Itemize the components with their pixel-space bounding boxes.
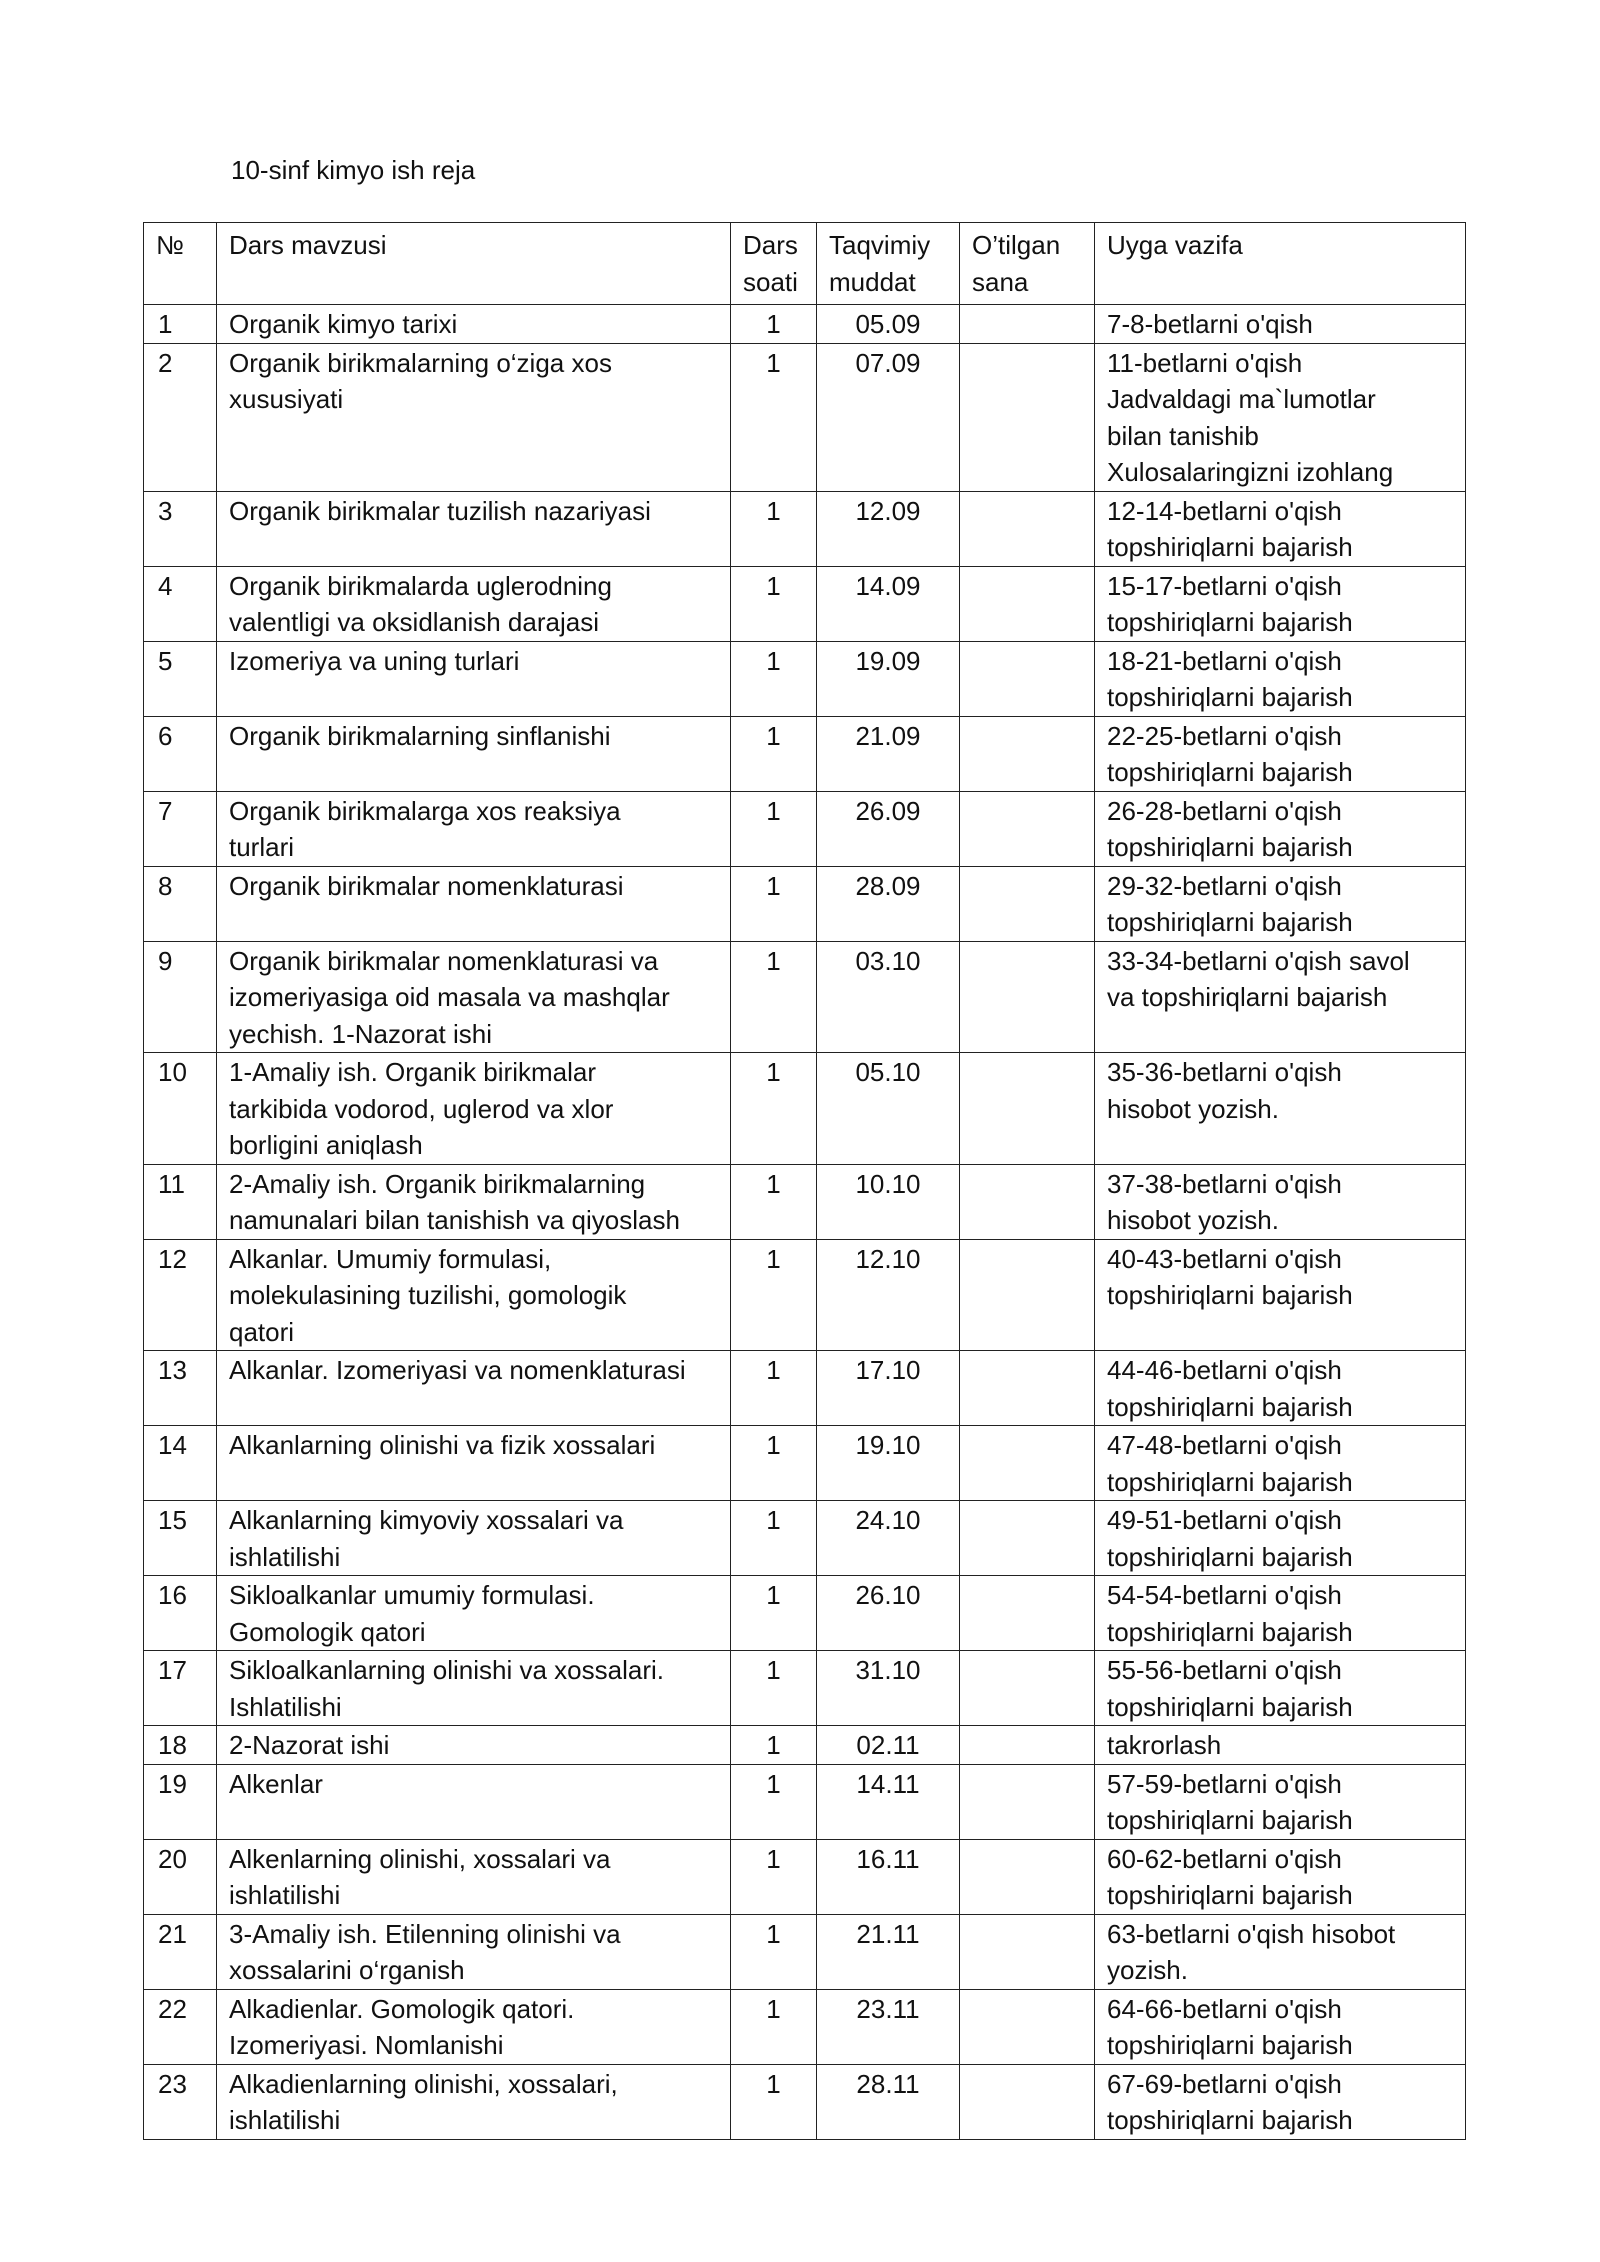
table-row xyxy=(144,1501,1466,1576)
table-row xyxy=(144,1053,1466,1165)
table-row xyxy=(144,716,1466,791)
cell-homework: 47-48-betlarni o'qish topshiriqlarni bajarish xyxy=(1095,1426,1466,1501)
table-row xyxy=(144,641,1466,716)
cell-number: 21 xyxy=(144,1914,217,1989)
table-row xyxy=(144,866,1466,941)
cell-number: 16 xyxy=(144,1576,217,1651)
cell-hours: 1 xyxy=(731,2064,817,2139)
cell-topic: 2-Nazorat ishi xyxy=(217,1726,731,1765)
cell-number: 9 xyxy=(144,941,217,1053)
cell-topic: Alkanlar. Izomeriyasi va nomenklaturasi xyxy=(217,1351,731,1426)
lesson-plan-table xyxy=(143,222,1466,2140)
cell-number: 7 xyxy=(144,791,217,866)
cell-planned-date: 03.10 xyxy=(817,941,960,1053)
cell-planned-date: 28.09 xyxy=(817,866,960,941)
cell-planned-date: 10.10 xyxy=(817,1164,960,1239)
cell-planned-date: 12.10 xyxy=(817,1239,960,1351)
cell-done-date xyxy=(960,1164,1095,1239)
table-header-row xyxy=(144,223,1466,305)
cell-topic: Alkenlarning olinishi, xossalari va ishlatilishi xyxy=(217,1839,731,1914)
cell-number: 12 xyxy=(144,1239,217,1351)
cell-number: 17 xyxy=(144,1651,217,1726)
cell-topic: 2-Amaliy ish. Organik birikmalarning namunalari bilan tanishish va qiyoslash xyxy=(217,1164,731,1239)
cell-number: 20 xyxy=(144,1839,217,1914)
cell-topic: Sikloalkanlar umumiy formulasi. Gomologik qatori xyxy=(217,1576,731,1651)
cell-hours: 1 xyxy=(731,641,817,716)
cell-done-date xyxy=(960,491,1095,566)
cell-hours: 1 xyxy=(731,566,817,641)
cell-done-date xyxy=(960,716,1095,791)
cell-homework: 26-28-betlarni o'qish topshiriqlarni bajarish xyxy=(1095,791,1466,866)
cell-hours: 1 xyxy=(731,1426,817,1501)
cell-topic: 1-Amaliy ish. Organik birikmalar tarkibida vodorod, uglerod va xlor borligini aniqlash xyxy=(217,1053,731,1165)
cell-topic: Organik birikmalar tuzilish nazariyasi xyxy=(217,491,731,566)
table-row xyxy=(144,1764,1466,1839)
cell-hours: 1 xyxy=(731,941,817,1053)
cell-hours: 1 xyxy=(731,716,817,791)
header-done-date: O’tilgan sana xyxy=(960,223,1095,305)
cell-number: 6 xyxy=(144,716,217,791)
header-planned-date: Taqvimiy muddat xyxy=(817,223,960,305)
cell-planned-date: 16.11 xyxy=(817,1839,960,1914)
table-row xyxy=(144,1164,1466,1239)
cell-planned-date: 23.11 xyxy=(817,1989,960,2064)
cell-done-date xyxy=(960,641,1095,716)
cell-done-date xyxy=(960,1239,1095,1351)
cell-number: 8 xyxy=(144,866,217,941)
cell-homework: 64-66-betlarni o'qish topshiriqlarni bajarish xyxy=(1095,1989,1466,2064)
cell-planned-date: 02.11 xyxy=(817,1726,960,1765)
table-row xyxy=(144,1576,1466,1651)
cell-number: 15 xyxy=(144,1501,217,1576)
cell-done-date xyxy=(960,1989,1095,2064)
cell-planned-date: 21.11 xyxy=(817,1914,960,1989)
cell-hours: 1 xyxy=(731,1726,817,1765)
cell-homework: 55-56-betlarni o'qish topshiriqlarni bajarish xyxy=(1095,1651,1466,1726)
cell-planned-date: 05.10 xyxy=(817,1053,960,1165)
cell-topic: Alkanlarning kimyoviy xossalari va ishlatilishi xyxy=(217,1501,731,1576)
cell-homework: 60-62-betlarni o'qish topshiriqlarni bajarish xyxy=(1095,1839,1466,1914)
table-row xyxy=(144,1914,1466,1989)
cell-homework: 12-14-betlarni o'qish topshiriqlarni bajarish xyxy=(1095,491,1466,566)
cell-topic: Organik birikmalar nomenklaturasi xyxy=(217,866,731,941)
cell-done-date xyxy=(960,2064,1095,2139)
cell-hours: 1 xyxy=(731,1989,817,2064)
table-row xyxy=(144,1839,1466,1914)
cell-hours: 1 xyxy=(731,1164,817,1239)
cell-done-date xyxy=(960,1053,1095,1165)
cell-planned-date: 14.11 xyxy=(817,1764,960,1839)
header-hours: Dars soati xyxy=(731,223,817,305)
cell-homework: 57-59-betlarni o'qish topshiriqlarni bajarish xyxy=(1095,1764,1466,1839)
table-row xyxy=(144,343,1466,491)
cell-number: 5 xyxy=(144,641,217,716)
cell-homework: 40-43-betlarni o'qish topshiriqlarni bajarish xyxy=(1095,1239,1466,1351)
cell-hours: 1 xyxy=(731,305,817,344)
cell-hours: 1 xyxy=(731,1839,817,1914)
table-row xyxy=(144,2064,1466,2139)
cell-number: 4 xyxy=(144,566,217,641)
cell-hours: 1 xyxy=(731,866,817,941)
table-row xyxy=(144,491,1466,566)
header-homework: Uyga vazifa xyxy=(1095,223,1466,305)
cell-planned-date: 26.10 xyxy=(817,1576,960,1651)
cell-planned-date: 26.09 xyxy=(817,791,960,866)
table-row xyxy=(144,566,1466,641)
cell-homework: 18-21-betlarni o'qish topshiriqlarni bajarish xyxy=(1095,641,1466,716)
table-row xyxy=(144,941,1466,1053)
cell-hours: 1 xyxy=(731,1351,817,1426)
cell-hours: 1 xyxy=(731,491,817,566)
cell-done-date xyxy=(960,1764,1095,1839)
cell-done-date xyxy=(960,941,1095,1053)
cell-done-date xyxy=(960,1839,1095,1914)
cell-homework: 35-36-betlarni o'qish hisobot yozish. xyxy=(1095,1053,1466,1165)
cell-done-date xyxy=(960,1726,1095,1765)
cell-hours: 1 xyxy=(731,1914,817,1989)
cell-topic: Alkanlar. Umumiy formulasi, molekulasining tuzilishi, gomologik qatori xyxy=(217,1239,731,1351)
cell-done-date xyxy=(960,1351,1095,1426)
cell-done-date xyxy=(960,566,1095,641)
cell-number: 3 xyxy=(144,491,217,566)
cell-number: 19 xyxy=(144,1764,217,1839)
cell-topic: Organik birikmalarda uglerodning valentligi va oksidlanish darajasi xyxy=(217,566,731,641)
table-row xyxy=(144,1989,1466,2064)
cell-topic: Alkadienlarning olinishi, xossalari, ishlatilishi xyxy=(217,2064,731,2139)
table-row xyxy=(144,1351,1466,1426)
cell-hours: 1 xyxy=(731,343,817,491)
cell-topic: Alkadienlar. Gomologik qatori. Izomeriyasi. Nomlanishi xyxy=(217,1989,731,2064)
cell-planned-date: 24.10 xyxy=(817,1501,960,1576)
cell-topic: 3-Amaliy ish. Etilenning olinishi va xossalarini o‘rganish xyxy=(217,1914,731,1989)
cell-homework: 7-8-betlarni o'qish xyxy=(1095,305,1466,344)
cell-done-date xyxy=(960,1501,1095,1576)
cell-done-date xyxy=(960,866,1095,941)
cell-homework: 33-34-betlarni o'qish savol va topshiriqlarni bajarish xyxy=(1095,941,1466,1053)
cell-number: 13 xyxy=(144,1351,217,1426)
cell-hours: 1 xyxy=(731,1576,817,1651)
cell-hours: 1 xyxy=(731,1501,817,1576)
cell-homework: takrorlash xyxy=(1095,1726,1466,1765)
table-row xyxy=(144,791,1466,866)
table-row xyxy=(144,1239,1466,1351)
cell-number: 23 xyxy=(144,2064,217,2139)
cell-planned-date: 17.10 xyxy=(817,1351,960,1426)
cell-homework: 37-38-betlarni o'qish hisobot yozish. xyxy=(1095,1164,1466,1239)
cell-planned-date: 05.09 xyxy=(817,305,960,344)
cell-homework: 11-betlarni o'qish Jadvaldagi ma`lumotlar bilan tanishib Xulosalaringizni izohlang xyxy=(1095,343,1466,491)
document-title: 10-sinf kimyo ish reja xyxy=(231,155,476,185)
cell-topic: Alkenlar xyxy=(217,1764,731,1839)
cell-planned-date: 28.11 xyxy=(817,2064,960,2139)
cell-topic: Organik birikmalarning o‘ziga xos xususiyati xyxy=(217,343,731,491)
cell-homework: 49-51-betlarni o'qish topshiriqlarni bajarish xyxy=(1095,1501,1466,1576)
cell-topic: Izomeriya va uning turlari xyxy=(217,641,731,716)
cell-hours: 1 xyxy=(731,1651,817,1726)
cell-topic: Organik birikmalarga xos reaksiya turlari xyxy=(217,791,731,866)
table-row xyxy=(144,1726,1466,1765)
cell-hours: 1 xyxy=(731,1239,817,1351)
cell-number: 2 xyxy=(144,343,217,491)
cell-topic: Alkanlarning olinishi va fizik xossalari xyxy=(217,1426,731,1501)
cell-homework: 67-69-betlarni o'qish topshiriqlarni bajarish xyxy=(1095,2064,1466,2139)
cell-done-date xyxy=(960,791,1095,866)
cell-homework: 22-25-betlarni o'qish topshiriqlarni bajarish xyxy=(1095,716,1466,791)
cell-homework: 29-32-betlarni o'qish topshiriqlarni bajarish xyxy=(1095,866,1466,941)
cell-planned-date: 12.09 xyxy=(817,491,960,566)
cell-hours: 1 xyxy=(731,791,817,866)
cell-hours: 1 xyxy=(731,1764,817,1839)
cell-topic: Organik birikmalar nomenklaturasi va izomeriyasiga oid masala va mashqlar yechish. 1-Nazorat ishi xyxy=(217,941,731,1053)
cell-topic: Sikloalkanlarning olinishi va xossalari. Ishlatilishi xyxy=(217,1651,731,1726)
table-row xyxy=(144,1651,1466,1726)
cell-planned-date: 14.09 xyxy=(817,566,960,641)
table-row xyxy=(144,1426,1466,1501)
cell-number: 18 xyxy=(144,1726,217,1765)
cell-topic: Organik kimyo tarixi xyxy=(217,305,731,344)
cell-homework: 44-46-betlarni o'qish topshiriqlarni bajarish xyxy=(1095,1351,1466,1426)
cell-number: 14 xyxy=(144,1426,217,1501)
cell-planned-date: 31.10 xyxy=(817,1651,960,1726)
cell-done-date xyxy=(960,1914,1095,1989)
cell-number: 11 xyxy=(144,1164,217,1239)
cell-planned-date: 07.09 xyxy=(817,343,960,491)
cell-done-date xyxy=(960,1651,1095,1726)
cell-number: 10 xyxy=(144,1053,217,1165)
header-topic: Dars mavzusi xyxy=(217,223,731,305)
cell-hours: 1 xyxy=(731,1053,817,1165)
cell-planned-date: 19.09 xyxy=(817,641,960,716)
table-body xyxy=(144,305,1466,2140)
cell-homework: 54-54-betlarni o'qish topshiriqlarni bajarish xyxy=(1095,1576,1466,1651)
cell-done-date xyxy=(960,1426,1095,1501)
cell-done-date xyxy=(960,305,1095,344)
cell-done-date xyxy=(960,343,1095,491)
cell-done-date xyxy=(960,1576,1095,1651)
header-number: № xyxy=(144,223,217,305)
cell-topic: Organik birikmalarning sinflanishi xyxy=(217,716,731,791)
cell-number: 22 xyxy=(144,1989,217,2064)
cell-homework: 15-17-betlarni o'qish topshiriqlarni bajarish xyxy=(1095,566,1466,641)
table-row xyxy=(144,305,1466,344)
cell-planned-date: 21.09 xyxy=(817,716,960,791)
cell-homework: 63-betlarni o'qish hisobot yozish. xyxy=(1095,1914,1466,1989)
cell-planned-date: 19.10 xyxy=(817,1426,960,1501)
cell-number: 1 xyxy=(144,305,217,344)
